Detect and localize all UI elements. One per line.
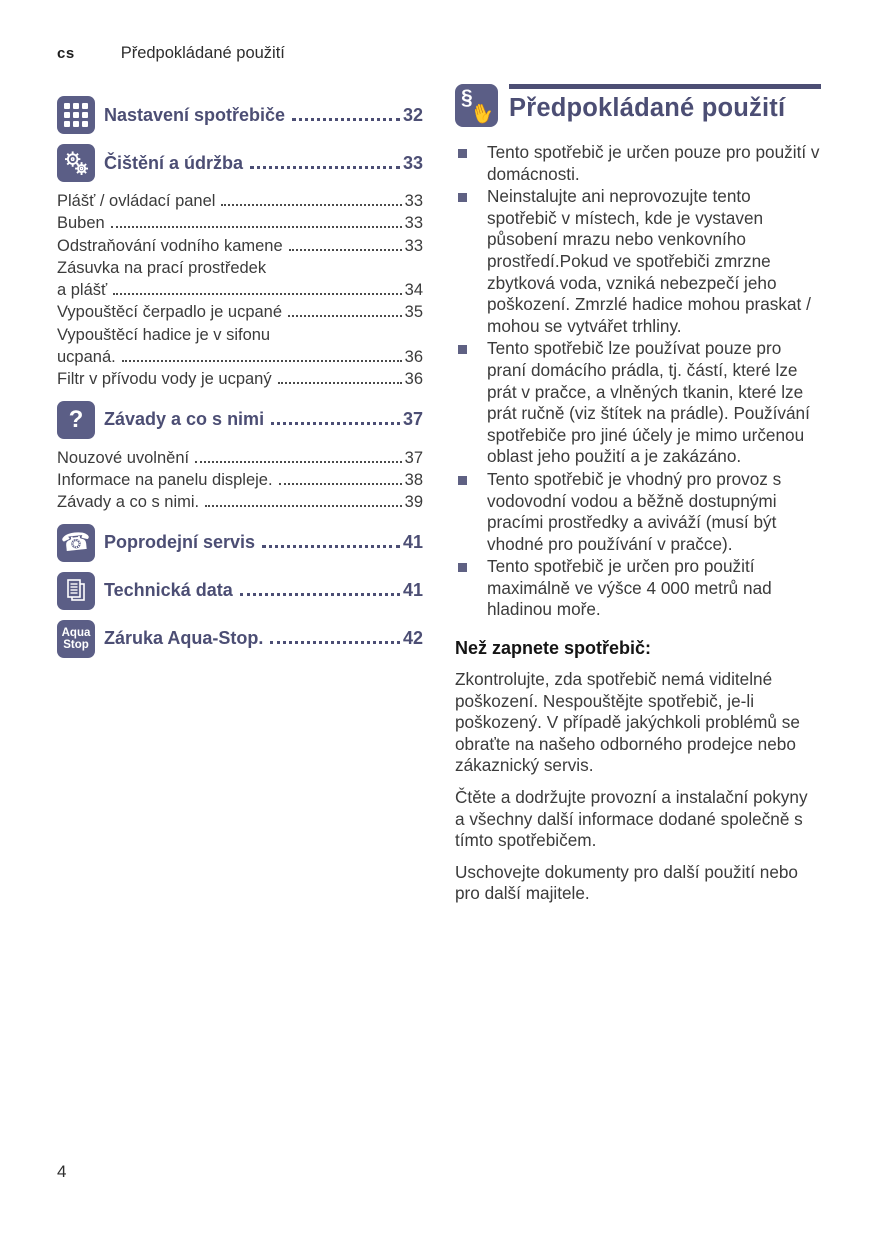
toc-page-number: 36 (404, 348, 423, 367)
toc-section-entry (57, 144, 423, 182)
dot-leader (270, 638, 400, 644)
toc-section-entry (57, 620, 423, 658)
toc-subitem (57, 235, 423, 257)
toc-section-line (104, 532, 423, 553)
dot-leader (240, 590, 400, 596)
dot-leader (111, 224, 402, 228)
language-code: cs (57, 45, 75, 62)
dot-leader (288, 313, 402, 317)
toc-subitem-line1: Vypouštěcí hadice je v sifonu (57, 325, 271, 344)
dot-leader (221, 202, 401, 206)
toc-page-number: 33 (404, 214, 423, 233)
bullet-square (458, 345, 467, 354)
toc-subitem-row (57, 469, 423, 491)
bullet-item (458, 142, 821, 185)
grid-squares (64, 103, 88, 127)
toc-subitem-label: Nouzové uvolnění (57, 448, 190, 467)
toc-subitem-label: a plášť (57, 281, 108, 300)
grid-icon (57, 96, 95, 134)
phone-glyph: ☎ (59, 527, 93, 558)
paragraph: Čtěte a dodržujte provozní a instalační pokyny a všechny další informace dodané společně s tímto spotřebičem. (455, 787, 808, 851)
toc-subitem-label: ucpaná. (57, 348, 116, 367)
page-title: Předpokládané použití (509, 84, 821, 123)
bullet-item (458, 556, 821, 621)
toc-page-number: 34 (404, 281, 423, 300)
bullet-square (458, 563, 467, 572)
bullet-square (458, 193, 467, 202)
toc-subitem-label: Vypouštěcí čerpadlo je ucpané (57, 303, 283, 322)
toc-section-label: Poprodejní servis (104, 532, 256, 553)
toc-subitem (57, 212, 423, 234)
hand-glyph: ✋ (468, 100, 498, 129)
toc-section-line (104, 105, 423, 126)
dot-leader (289, 247, 402, 251)
toc-section-entry (57, 401, 423, 439)
toc-subitem (57, 301, 423, 323)
toc-section-label: Závady a co s nimi (104, 409, 265, 430)
bullet-text: Tento spotřebič je vhodný pro provoz s vodovodní vodou a běžně dostupnými pracími prostředky a aviváží (musí být vhodné pro používání v pračce). (487, 468, 782, 554)
toc-subitem (57, 257, 423, 302)
toc-section-line (104, 628, 423, 649)
toc-page-number: 42 (402, 628, 423, 649)
toc-section-entry (57, 96, 423, 134)
section-header (455, 84, 821, 127)
toc-subitem-label: Filtr v přívodu vody je ucpaný (57, 370, 272, 389)
toc-page-number: 37 (404, 448, 423, 467)
toc-subitem-label: Odstraňování vodního kamene (57, 236, 283, 255)
toc (57, 96, 423, 658)
toc-section-line (104, 153, 423, 174)
main-content (455, 84, 821, 915)
paragraphs (455, 669, 821, 905)
dot-leader (205, 503, 402, 507)
subsection-heading: Než zapnete spotřebič: (455, 638, 652, 659)
toc-section-label: Technická data (104, 580, 233, 601)
toc-subitem-row (57, 368, 423, 390)
paragraph-hand-icon (455, 84, 498, 127)
toc-section-line (104, 580, 423, 601)
toc-section-label: Záruka Aqua-Stop. (104, 628, 264, 649)
toc-page-number: 41 (402, 580, 423, 601)
bullet-item (458, 338, 821, 468)
running-header-title: Předpokládané použití (120, 44, 285, 62)
toc-subitem-row (57, 346, 423, 368)
question-glyph: ? (68, 405, 84, 433)
paragraph: Uschovejte dokumenty pro další použití nebo pro další majitele. (455, 861, 798, 904)
toc-subitem-row (57, 279, 423, 301)
toc-subitem-line1: Zásuvka na prací prostředek (57, 258, 267, 277)
toc-subitem-label: Plášť / ovládací panel (57, 192, 216, 210)
dot-leader (122, 358, 402, 362)
paragraph: Zkontrolujte, zda spotřebič nemá viditelné poškození. Nespouštějte spotřebič, je-li poškozený. V případě jakýchkoli problémů se obraťte na našeho odborného prodejce nebo zákaznický servis. (455, 669, 800, 776)
dot-leader (278, 380, 402, 384)
dot-leader (195, 459, 402, 463)
question-icon (57, 401, 95, 439)
toc-subitem (57, 368, 423, 390)
bullet-text: Tento spotřebič je určen pro použití maximálně ve výšce 4 000 metrů nad hladinou moře. (487, 556, 772, 620)
toc-page-number: 37 (402, 409, 423, 430)
toc-subitem (57, 190, 423, 212)
toc-subitem-row (57, 491, 423, 513)
dot-leader (292, 115, 400, 121)
bullet-item (458, 469, 821, 555)
dot-leader (113, 291, 401, 295)
toc-subitem (57, 469, 423, 491)
table-of-contents (57, 86, 423, 666)
toc-subitem-row (57, 447, 423, 469)
dot-leader (250, 163, 400, 169)
toc-page-number: 33 (404, 192, 423, 210)
toc-subitem-row (57, 235, 423, 257)
toc-page-number: 36 (404, 370, 423, 389)
bullet-square (458, 476, 467, 485)
dot-leader (271, 419, 400, 425)
toc-page-number: 32 (402, 104, 423, 125)
bullet-text: Tento spotřebič je určen pouze pro použití v domácnosti. (487, 142, 820, 184)
toc-section-entry (57, 524, 423, 562)
toc-subitem-label: Informace na panelu displeje. (57, 470, 273, 489)
toc-page-number: 35 (404, 303, 423, 322)
section-sign-glyph: § (461, 86, 473, 109)
toc-section-line (104, 409, 423, 430)
toc-subitem-label: Závady a co s nimi. (57, 493, 200, 512)
toc-subitem-row (57, 212, 423, 234)
toc-section-entry (57, 572, 423, 610)
toc-page-number: 33 (404, 236, 423, 255)
bullet-text: Neinstalujte ani neprovozujte tento spotřebič v místech, kde je vystaven působení mrazu nebo venkovního prostředí.Pokud ve spotřebiči zmrzne zbytková voda, vzniká nebezpečí jeho poškození. Zmrzlé hadice mohou praskat / mohou se vytvářet trhliny. (487, 186, 811, 336)
bullet-square (458, 149, 467, 158)
toc-subitem (57, 491, 423, 513)
toc-page-number: 39 (404, 493, 423, 512)
bullet-item (458, 186, 821, 337)
phone-icon (57, 524, 95, 562)
toc-subitem-row (57, 190, 423, 212)
toc-page-number: 33 (402, 152, 423, 173)
aqua-stop-label: Aqua Stop (61, 626, 91, 651)
toc-subitem-label: Buben (57, 214, 105, 233)
toc-page-number: 41 (402, 532, 423, 553)
bullet-text: Tento spotřebič lze používat pouze pro praní domácího prádla, tj. částí, které lze prát v pračce, a vlněných tkanin, které lze prát ručně (viz štítek na prádle). Používání spotřebiče pro jiné účely je mimo určenou oblast jeho použití a je zakázáno. (487, 338, 810, 467)
toc-subitem (57, 324, 423, 369)
toc-section-label: Nastavení spotřebiče (104, 104, 286, 125)
toc-subitem (57, 447, 423, 469)
dot-leader (279, 481, 402, 485)
dot-leader (262, 542, 400, 548)
aqua-stop-icon (57, 620, 95, 658)
toc-section-label: Čištění a údržba (104, 152, 244, 173)
document-icon (57, 572, 95, 610)
running-header (57, 44, 285, 63)
gears-icon (57, 144, 95, 182)
toc-subitem-row (57, 301, 423, 323)
bullet-list (455, 142, 821, 621)
page-number: 4 (57, 1162, 67, 1181)
toc-page-number: 38 (404, 470, 423, 489)
